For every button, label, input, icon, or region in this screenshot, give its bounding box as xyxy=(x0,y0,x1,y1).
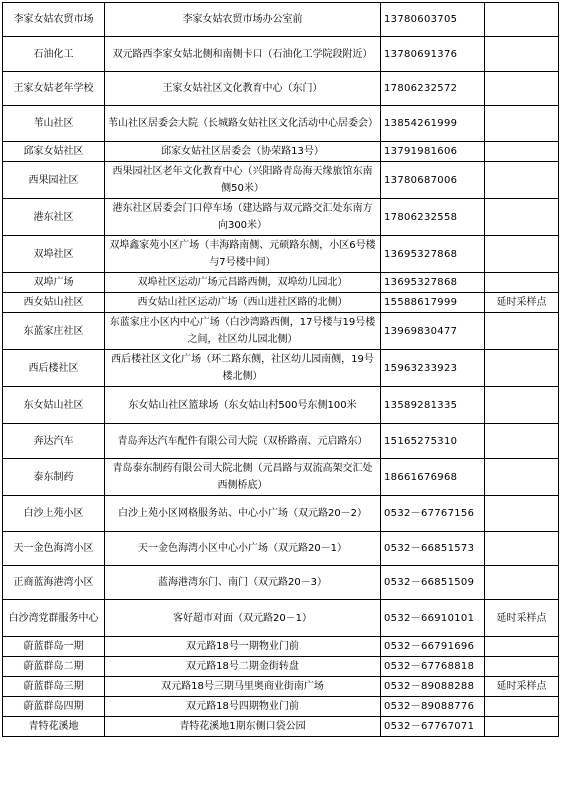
site-address-cell: 苇山社区居委会大院（长城路女姑社区文化活动中心居委会） xyxy=(105,106,381,142)
site-address-cell: 青特花溪地1期东侧口袋公园 xyxy=(105,717,381,737)
site-note-cell xyxy=(485,424,559,459)
site-address-cell: 双元路18号三期马里奥商业街南广场 xyxy=(105,677,381,697)
site-address-cell: 西女姑山社区运动广场（西山进社区路的北侧） xyxy=(105,293,381,313)
site-phone-cell: 0532－66851509 xyxy=(381,566,485,600)
site-note-cell xyxy=(485,657,559,677)
site-phone-cell: 13969830477 xyxy=(381,313,485,350)
site-phone-cell: 13854261999 xyxy=(381,106,485,142)
table-row xyxy=(3,600,559,637)
site-note-cell xyxy=(485,717,559,737)
site-address-cell: 白沙上苑小区网格服务站、中心小广场（双元路20－2） xyxy=(105,496,381,532)
site-phone-cell: 18661676968 xyxy=(381,459,485,496)
site-name-cell: 苇山社区 xyxy=(3,106,105,142)
site-note-cell xyxy=(485,236,559,273)
site-address-cell: 青岛奔达汽车配件有限公司大院（双桥路南、元启路东） xyxy=(105,424,381,459)
site-phone-cell: 0532－66851573 xyxy=(381,532,485,566)
table-row xyxy=(3,313,559,350)
table-row xyxy=(3,697,559,717)
site-address-cell: 李家女姑农贸市场办公室前 xyxy=(105,3,381,37)
site-name-cell: 蔚蓝群岛一期 xyxy=(3,637,105,657)
site-name-cell: 白沙上苑小区 xyxy=(3,496,105,532)
site-note-cell xyxy=(485,350,559,387)
site-phone-cell: 13780687006 xyxy=(381,162,485,199)
table-row xyxy=(3,199,559,236)
site-note-cell xyxy=(485,637,559,657)
site-phone-cell: 13791981606 xyxy=(381,142,485,162)
site-name-cell: 东蓝家庄社区 xyxy=(3,313,105,350)
table-row xyxy=(3,637,559,657)
site-note-cell xyxy=(485,162,559,199)
site-address-cell: 天一金色海湾小区中心小广场（双元路20－1） xyxy=(105,532,381,566)
site-address-cell: 东女姑山社区篮球场（东女姑山村500号东侧100米 xyxy=(105,387,381,424)
site-name-cell: 西果园社区 xyxy=(3,162,105,199)
site-phone-cell: 13780603705 xyxy=(381,3,485,37)
site-address-cell: 西果园社区老年文化教育中心（兴阳路青岛海天缘旅馆东南侧50米） xyxy=(105,162,381,199)
site-note-cell xyxy=(485,459,559,496)
table-row xyxy=(3,142,559,162)
site-note-cell xyxy=(485,313,559,350)
table-row xyxy=(3,106,559,142)
table-row xyxy=(3,566,559,600)
site-note-cell xyxy=(485,199,559,236)
table-row xyxy=(3,657,559,677)
site-phone-cell: 17806232572 xyxy=(381,72,485,106)
site-phone-cell: 15963233923 xyxy=(381,350,485,387)
table-row xyxy=(3,72,559,106)
site-name-cell: 李家女姑农贸市场 xyxy=(3,3,105,37)
site-note-cell xyxy=(485,106,559,142)
site-name-cell: 蔚蓝群岛二期 xyxy=(3,657,105,677)
site-note-cell xyxy=(485,72,559,106)
site-address-cell: 双埠鑫家苑小区广场（丰海路南侧、元硕路东侧，小区6号楼与7号楼中间） xyxy=(105,236,381,273)
site-note-cell: 延时采样点 xyxy=(485,293,559,313)
site-name-cell: 正商蓝海港湾小区 xyxy=(3,566,105,600)
table-row xyxy=(3,236,559,273)
site-phone-cell: 13695327868 xyxy=(381,236,485,273)
site-phone-cell: 0532－67768818 xyxy=(381,657,485,677)
site-address-cell: 双元路18号四期物业门前 xyxy=(105,697,381,717)
site-phone-cell: 15165275310 xyxy=(381,424,485,459)
sampling-sites-table xyxy=(2,2,559,737)
site-note-cell xyxy=(485,273,559,293)
site-note-cell xyxy=(485,697,559,717)
table-row xyxy=(3,459,559,496)
sampling-sites-body xyxy=(3,3,559,737)
site-phone-cell: 0532－66791696 xyxy=(381,637,485,657)
table-row xyxy=(3,717,559,737)
table-row xyxy=(3,532,559,566)
site-name-cell: 泰东制药 xyxy=(3,459,105,496)
site-name-cell: 西女姑山社区 xyxy=(3,293,105,313)
site-phone-cell: 17806232558 xyxy=(381,199,485,236)
site-name-cell: 奔达汽车 xyxy=(3,424,105,459)
site-note-cell xyxy=(485,3,559,37)
table-row xyxy=(3,3,559,37)
site-name-cell: 石油化工 xyxy=(3,37,105,72)
site-phone-cell: 13695327868 xyxy=(381,273,485,293)
site-phone-cell: 0532－66910101 xyxy=(381,600,485,637)
site-phone-cell: 15588617999 xyxy=(381,293,485,313)
table-row xyxy=(3,424,559,459)
site-name-cell: 双埠社区 xyxy=(3,236,105,273)
site-note-cell xyxy=(485,496,559,532)
site-address-cell: 青岛泰东制药有限公司大院北侧（元昌路与双流高架交汇处西侧桥底） xyxy=(105,459,381,496)
site-name-cell: 双埠广场 xyxy=(3,273,105,293)
table-row xyxy=(3,387,559,424)
site-phone-cell: 0532－67767071 xyxy=(381,717,485,737)
site-phone-cell: 0532－67767156 xyxy=(381,496,485,532)
site-address-cell: 东蓝家庄小区内中心广场（白沙湾路西侧，17号楼与19号楼之间，社区幼儿园北侧） xyxy=(105,313,381,350)
site-note-cell xyxy=(485,532,559,566)
site-address-cell: 王家女姑社区文化教育中心（东门） xyxy=(105,72,381,106)
site-note-cell xyxy=(485,142,559,162)
table-row xyxy=(3,496,559,532)
site-address-cell: 西后楼社区文化广场（环二路东侧，社区幼儿园南侧，19号楼北侧） xyxy=(105,350,381,387)
table-row xyxy=(3,677,559,697)
site-address-cell: 双元路18号二期金街转盘 xyxy=(105,657,381,677)
site-name-cell: 东女姑山社区 xyxy=(3,387,105,424)
site-address-cell: 邱家女姑社区居委会（协荣路13号） xyxy=(105,142,381,162)
site-address-cell: 双元路18号一期物业门前 xyxy=(105,637,381,657)
table-row xyxy=(3,37,559,72)
site-address-cell: 蓝海港湾东门、南门（双元路20－3） xyxy=(105,566,381,600)
site-phone-cell: 0532－89088288 xyxy=(381,677,485,697)
site-name-cell: 天一金色海湾小区 xyxy=(3,532,105,566)
site-name-cell: 王家女姑老年学校 xyxy=(3,72,105,106)
site-name-cell: 邱家女姑社区 xyxy=(3,142,105,162)
site-address-cell: 港东社区居委会门口停车场（建达路与双元路交汇处东南方向300米） xyxy=(105,199,381,236)
site-name-cell: 青特花溪地 xyxy=(3,717,105,737)
table-row xyxy=(3,350,559,387)
site-note-cell xyxy=(485,387,559,424)
site-address-cell: 客好超市对面（双元路20－1） xyxy=(105,600,381,637)
site-name-cell: 白沙湾党群服务中心 xyxy=(3,600,105,637)
site-phone-cell: 0532－89088776 xyxy=(381,697,485,717)
site-note-cell: 延时采样点 xyxy=(485,600,559,637)
site-note-cell xyxy=(485,566,559,600)
site-name-cell: 港东社区 xyxy=(3,199,105,236)
table-row xyxy=(3,273,559,293)
site-phone-cell: 13780691376 xyxy=(381,37,485,72)
site-name-cell: 蔚蓝群岛四期 xyxy=(3,697,105,717)
site-name-cell: 蔚蓝群岛三期 xyxy=(3,677,105,697)
site-address-cell: 双元路西李家女姑北侧和南侧卡口（石油化工学院段附近） xyxy=(105,37,381,72)
site-name-cell: 西后楼社区 xyxy=(3,350,105,387)
table-row xyxy=(3,293,559,313)
site-address-cell: 双埠社区运动广场元昌路西侧，双埠幼儿园北） xyxy=(105,273,381,293)
site-note-cell: 延时采样点 xyxy=(485,677,559,697)
site-phone-cell: 13589281335 xyxy=(381,387,485,424)
table-row xyxy=(3,162,559,199)
site-note-cell xyxy=(485,37,559,72)
